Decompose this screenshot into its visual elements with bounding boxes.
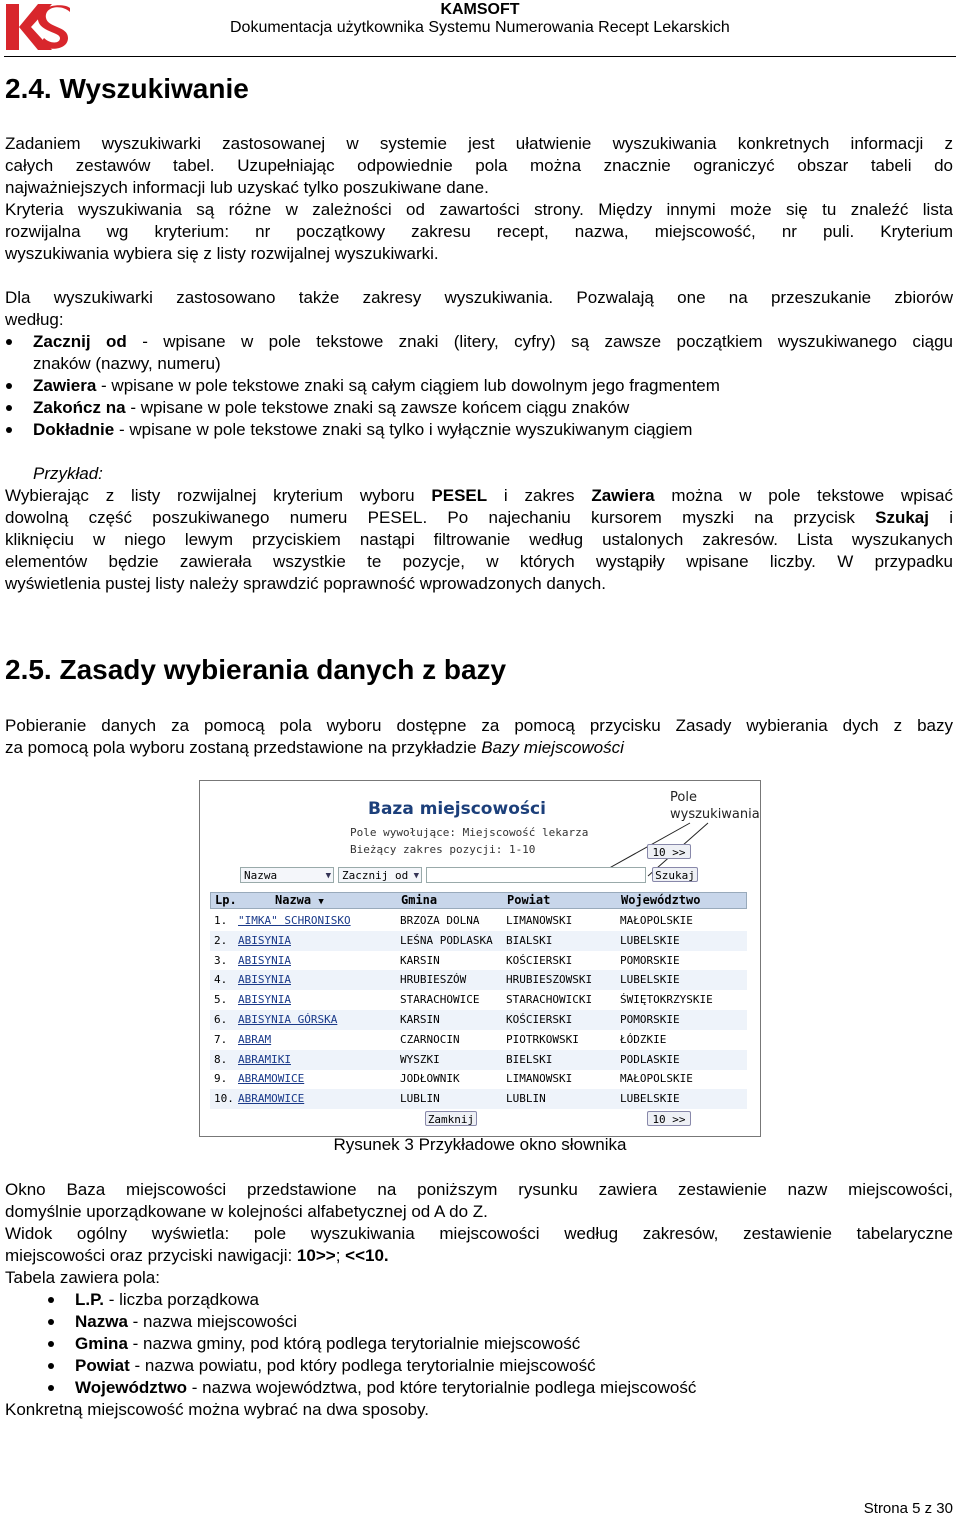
range-select[interactable]: Zacznij od ▼ xyxy=(338,867,422,883)
table-cell: CZARNOCIN xyxy=(400,1032,460,1046)
place-name-link[interactable]: ABISYNIA xyxy=(238,993,291,1007)
list-item: Nazwa - nazwa miejscowości xyxy=(75,1311,953,1333)
example-label: Przykład: xyxy=(33,464,103,483)
table-cell: POMORSKIE xyxy=(620,1013,680,1026)
table-row[interactable] xyxy=(210,1089,747,1109)
table-row[interactable] xyxy=(210,1010,747,1030)
table-row[interactable] xyxy=(210,1030,747,1050)
place-name-link[interactable]: ABRAMOWICE xyxy=(238,1072,305,1086)
chevron-down-icon: ▼ xyxy=(325,871,331,881)
table-cell: ŚWIĘTOKRZYSKIE xyxy=(620,993,713,1007)
figure-source-field: Pole wywołujące: Miejscowość lekarza xyxy=(350,826,589,839)
table-row[interactable] xyxy=(210,1050,747,1070)
text-line: Dla wyszukiwarki zastosowano także zakresy wyszukiwania. Pozwalają one na przeszukanie zbiorów xyxy=(5,288,953,307)
table-cell: LIMANOWSKI xyxy=(506,914,573,927)
table-cell: LIMANOWSKI xyxy=(506,1072,573,1086)
paragraph-table-fields: Tabela zawiera pola: xyxy=(5,1268,160,1287)
table-cell: HRUBIESZÓW xyxy=(400,973,467,987)
chevron-down-icon: ▼ xyxy=(413,871,419,881)
table-cell: LUBELSKIE xyxy=(620,1092,680,1106)
search-input[interactable] xyxy=(426,867,646,883)
table-cell: STARACHOWICE xyxy=(400,993,480,1007)
place-name-link[interactable]: ABRAMOWICE xyxy=(238,1092,305,1106)
table-cell: 3. xyxy=(214,953,228,967)
table-cell: 1. xyxy=(214,914,228,927)
table-cell: 7. xyxy=(214,1032,228,1046)
paragraph-ranges xyxy=(5,287,953,331)
sort-down-icon: ▼ xyxy=(318,897,324,907)
table-cell: BRZOZA DOLNA xyxy=(400,914,480,927)
table-cell: KARSIN xyxy=(400,1013,440,1026)
table-cell: KARSIN xyxy=(400,953,440,967)
table-cell: 4. xyxy=(214,973,228,987)
column-header-powiat: Powiat xyxy=(507,893,551,907)
table-cell: KOŚCIERSKI xyxy=(506,953,573,967)
table-row[interactable] xyxy=(210,990,747,1010)
place-name-link[interactable]: ABISYNIA xyxy=(238,953,291,967)
paragraph-window-desc: Okno Baza miejscowości przedstawione na poniższym rysunku zawiera zestawienie nazw miejscowości, domyślnie uporządkowane w kolejności alfabetycznej od A do Z. xyxy=(5,1180,953,1221)
table-cell: MAŁOPOLSKIE xyxy=(620,914,693,927)
table-header xyxy=(210,892,747,909)
header-title: Dokumentacja użytkownika Systemu Numerowania Recept Lekarskich xyxy=(230,19,730,36)
next-10-button-bottom[interactable]: 10 >> xyxy=(647,1111,691,1126)
range-list xyxy=(33,331,953,441)
table-cell: HRUBIESZOWSKI xyxy=(506,973,593,987)
table-cell: PODLASKIE xyxy=(620,1052,680,1066)
table-cell: LUBELSKIE xyxy=(620,933,680,947)
table-cell: 8. xyxy=(214,1052,228,1066)
table-cell: JODŁOWNIK xyxy=(400,1072,460,1086)
column-header-lp: Lp. xyxy=(215,893,237,907)
column-header-gmina: Gmina xyxy=(401,893,438,907)
list-item: Powiat - nazwa powiatu, pod który podlega terytorialnie miejscowość xyxy=(75,1355,953,1377)
paragraph-criteria xyxy=(5,199,953,265)
table-cell: POMORSKIE xyxy=(620,953,680,967)
list-item: Zawiera - wpisane w pole tekstowe znaki są całym ciągiem lub dowolnym jego fragmentem xyxy=(33,375,953,397)
list-item: Dokładnie - wpisane w pole tekstowe znaki są tylko i wyłącznie wyszukiwanym ciągiem xyxy=(33,419,953,441)
page-number: Strona 5 z 30 xyxy=(863,1500,953,1517)
table-cell: BIELSKI xyxy=(506,1052,553,1066)
table-cell: 2. xyxy=(214,933,228,947)
place-name-link[interactable]: "IMKA" SCHRONISKO xyxy=(238,914,351,927)
header-company: KAMSOFT xyxy=(440,1,520,18)
table-cell: LEŚNA PODLASKA xyxy=(400,933,493,947)
page-header xyxy=(0,0,960,58)
list-item: Województwo - nazwa województwa, pod które terytorialnie podlega miejscowość xyxy=(75,1377,953,1399)
column-header-nazwa[interactable]: Nazwa ▼ xyxy=(275,893,324,907)
list-item: Zakończ na - wpisane w pole tekstowe znaki są zawsze końcem ciągu znaków xyxy=(33,397,953,419)
figure-callout: Pole wyszukiwania xyxy=(670,790,760,822)
place-name-link[interactable]: ABRAM xyxy=(238,1032,272,1046)
table-cell: 9. xyxy=(214,1072,228,1086)
text-line: najważniejszych informacji lub uzyskać tylko poszukiwane dane. xyxy=(5,178,489,197)
paragraph-example: Wybierając z listy rozwijalnej kryterium wyboru PESEL i zakres Zawiera można w pole tekstowe wpisać dowolną część poszukiwanego numeru PESEL. Po najechaniu kursorem myszki na przycisk Szukaj i kliknięciu w niego lewym przyciskiem nastąpi filtrowanie według ustalonych zakresów. Lista wyszukanych elementów będzie zawierała wszystkie te pozycje, w których wystąpiły wpisane liczby. W przypadku wyświetlenia pustej listy należy sprawdzić poprawność wprowadzonych danych. xyxy=(5,486,954,593)
text-line: rozwijalna wg kryterium: nr początkowy zakresu recept, nazwa, miejscowość, nr puli. Kryterium xyxy=(5,222,953,241)
table-cell: PIOTRKOWSKI xyxy=(506,1032,579,1046)
table-row[interactable] xyxy=(210,951,747,971)
table-cell: 6. xyxy=(214,1013,228,1026)
text-line: wyszukiwania wybiera się z listy rozwijalnej wyszukiwarki. xyxy=(5,244,439,263)
criterion-select[interactable]: Nazwa ▼ xyxy=(240,867,334,883)
header-divider xyxy=(4,56,956,57)
column-header-wojewodztwo: Województwo xyxy=(621,893,701,907)
figure-current-range: Bieżący zakres pozycji: 1-10 xyxy=(350,843,536,856)
table-cell: KOŚCIERSKI xyxy=(506,1013,573,1026)
list-item: Gmina - nazwa gminy, pod którą podlega terytorialnie miejscowość xyxy=(75,1333,953,1355)
table-cell: LUBLIN xyxy=(400,1092,440,1106)
table-cell: MAŁOPOLSKIE xyxy=(620,1072,693,1086)
table-cell: STARACHOWICKI xyxy=(506,993,593,1007)
table-cell: ŁÓDZKIE xyxy=(620,1032,667,1046)
list-item: Zacznij od - wpisane w pole tekstowe znaki (litery, cyfry) są zawsze początkiem wyszukiwanego ciągu znaków (nazwy, numeru) xyxy=(33,332,953,373)
list-item: L.P. - liczba porządkowa xyxy=(75,1289,953,1311)
text-line: całych zestawów tabel. Uzupełniając odpowiednie pola można znacznie ograniczyć obszar tabeli do xyxy=(5,156,953,175)
table-cell: 5. xyxy=(214,993,228,1007)
fields-list xyxy=(75,1289,953,1399)
paragraph-sec25-intro: Pobieranie danych za pomocą pola wyboru dostępne za pomocą przycisku Zasady wybierania dych z bazy za pomocą pola wyboru zostaną przedstawione na przykładzie Bazy miejscowości xyxy=(5,716,953,757)
table-row[interactable] xyxy=(210,911,747,931)
figure-window-title: Baza miejscowości xyxy=(368,799,546,819)
search-button[interactable]: Szukaj xyxy=(652,867,698,882)
figure-caption: Rysunek 3 Przykładowe okno słownika xyxy=(333,1135,627,1154)
table-row[interactable] xyxy=(210,931,747,951)
table-cell: WYSZKI xyxy=(400,1052,440,1066)
table-cell: LUBLIN xyxy=(506,1092,546,1106)
section-heading-2-5: 2.5. Zasady wybierania danych z bazy xyxy=(5,654,507,685)
place-name-link[interactable]: ABISYNIA xyxy=(238,973,291,987)
paragraph-general-view: Widok ogólny wyświetla: pole wyszukiwania miejscowości według zakresów, zestawienie tabelaryczne miejscowości oraz przyciski nawigacji: 10>>; <<10. xyxy=(5,1224,953,1265)
table-cell: BIALSKI xyxy=(506,933,553,947)
table-cell: LUBELSKIE xyxy=(620,973,680,987)
place-name-link[interactable]: ABISYNIA xyxy=(238,933,291,947)
text-line: Kryteria wyszukiwania są różne w zależności od zawartości strony. Między innymi może się tu znaleźć lista xyxy=(5,200,953,219)
text-line: Zadaniem wyszukiwarki zastosowanej w systemie jest ułatwienie wyszukiwania konkretnych informacji z xyxy=(5,134,953,153)
next-10-button[interactable]: 10 >> xyxy=(647,844,691,859)
text-line: według: xyxy=(5,310,64,329)
table-row[interactable] xyxy=(210,1069,747,1089)
close-button[interactable]: Zamknij xyxy=(425,1111,477,1126)
dictionary-window-figure xyxy=(199,780,761,1137)
table-row[interactable] xyxy=(210,970,747,990)
table-cell: 10. xyxy=(214,1092,234,1106)
paragraph-select-ways: Konkretną miejscowość można wybrać na dwa sposoby. xyxy=(5,1400,429,1419)
section-heading-2-4: 2.4. Wyszukiwanie xyxy=(5,73,249,104)
place-name-link[interactable]: ABRAMIKI xyxy=(238,1052,291,1066)
paragraph-intro xyxy=(5,133,953,199)
place-name-link[interactable]: ABISYNIA GÓRSKA xyxy=(238,1013,338,1026)
